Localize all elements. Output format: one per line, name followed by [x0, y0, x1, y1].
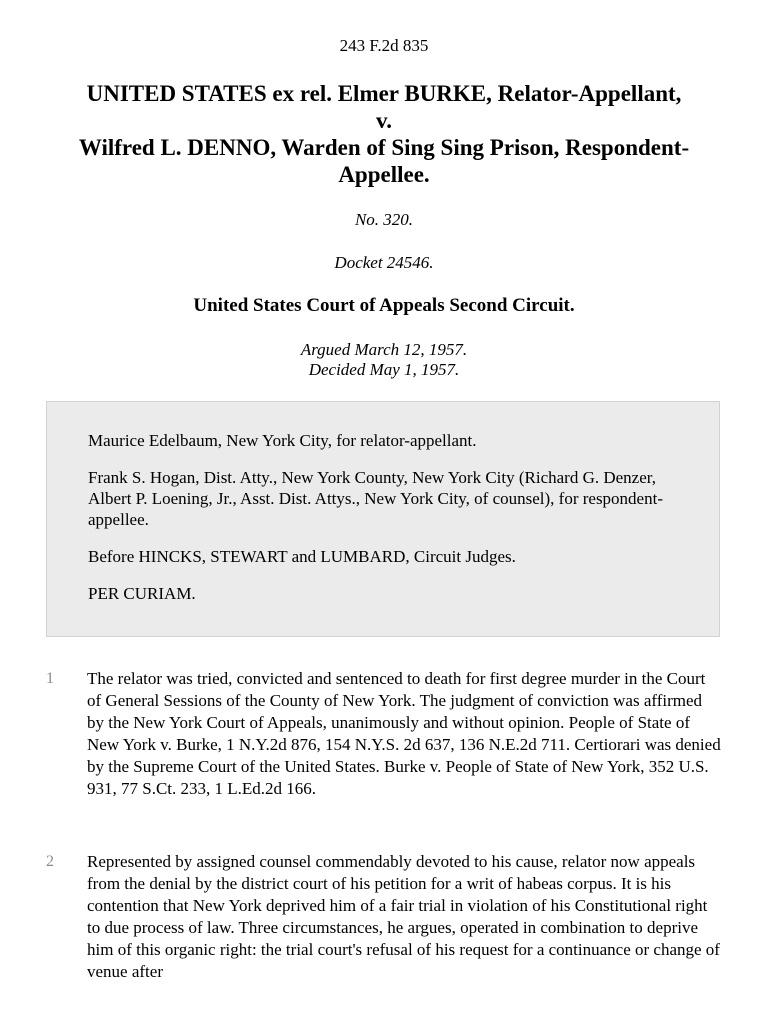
case-title-line-2: v.	[376, 108, 392, 133]
decided-date: Decided May 1, 1957.	[308, 360, 460, 379]
case-citation: 243 F.2d 835	[339, 36, 429, 55]
case-number: No. 320.	[354, 210, 414, 229]
bench-line: Before HINCKS, STEWART and LUMBARD, Circuit Judges.	[88, 547, 516, 566]
case-title	[20, 80, 748, 188]
paragraph-number[interactable]: 1	[46, 670, 54, 687]
court-name: United States Court of Appeals Second Circuit.	[193, 295, 575, 316]
counsel-box	[46, 401, 720, 637]
paragraph-number[interactable]: 2	[46, 853, 54, 870]
case-title-line-3: Wilfred L. DENNO, Warden of Sing Sing Prison, Respondent-	[78, 135, 690, 160]
per-curiam: PER CURIAM.	[88, 584, 196, 603]
case-dates	[0, 340, 768, 380]
paragraph-text: The relator was tried, convicted and sentenced to death for first degree murder in the Court of General Sessions of the County of New York. The judgment of conviction was affirmed by the New York Court of Appeals, unanimously and without opinion. People of State of New York v. Burke, 1 N.Y.2d 876, 154 N.Y.S. 2d 637, 136 N.E.2d 711. Certiorari was denied by the Supreme Court of the United States. Burke v. People of State of New York, 352 U.S. 931, 77 S.Ct. 233, 1 L.Ed.2d 166.	[87, 669, 721, 798]
appellant-counsel: Maurice Edelbaum, New York City, for relator-appellant.	[88, 431, 477, 450]
argued-date: Argued March 12, 1957.	[300, 340, 468, 359]
appellee-counsel: Frank S. Hogan, Dist. Atty., New York County, New York City (Richard G. Denzer, Albert P. Loening, Jr., Asst. Dist. Attys., New York City, of counsel), for respondent-appellee.	[88, 468, 663, 529]
case-title-line-4: Appellee.	[338, 162, 430, 187]
case-title-line-1: UNITED STATES ex rel. Elmer BURKE, Relator-Appellant,	[86, 81, 682, 106]
paragraph-text: Represented by assigned counsel commendably devoted to his cause, relator now appeals from the denial by the district court of his petition for a writ of habeas corpus. It is his contention that New York deprived him of a fair trial in violation of his Constitutional right to due process of law. Three circumstances, he argues, operated in combination to deprive him of this organic right: the trial court's refusal of his request for a continuance or change of venue after	[87, 852, 720, 981]
docket-number: Docket 24546.	[334, 253, 434, 272]
